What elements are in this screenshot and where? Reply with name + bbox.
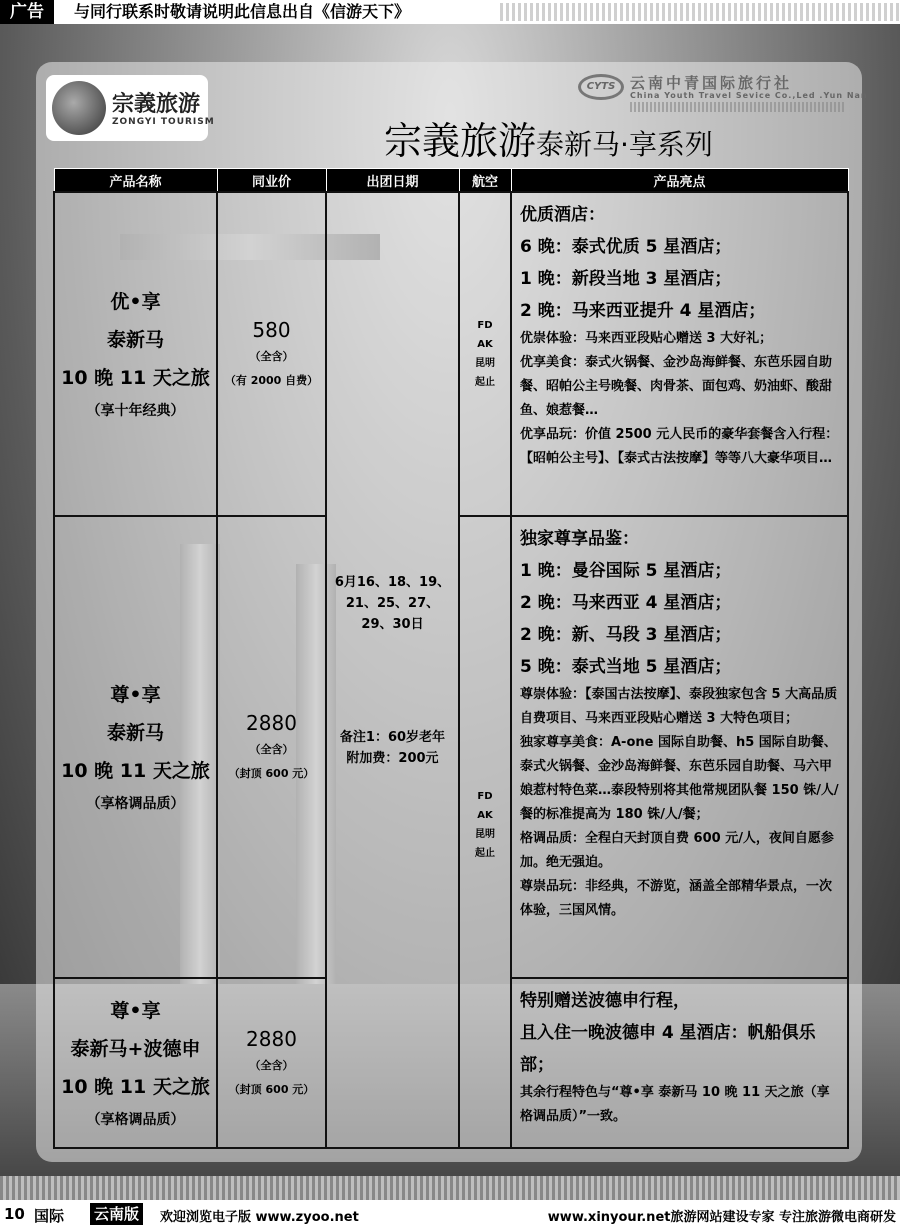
airline-cell [459,192,511,516]
highlight-line: 2 晚：新、马段 3 星酒店； [520,625,732,645]
product-tagline: （享格调品质） [86,796,185,812]
header-departure-date: 出团日期 [326,169,459,193]
highlight-line: 格调品质：全程白天封顶自费 600 元/人，夜间自愿参加。绝无强迫。 [520,831,834,870]
page-number: 10 [4,1205,25,1223]
airline-code: AK [477,810,493,821]
highlight-line: 优质酒店： [520,205,605,225]
header-price: 同业价 [217,169,326,193]
highlight-line: 优享品玩：价值 2500 元人民币的豪华套餐含入行程：【昭帕公主号】、【泰式古法按摩】等等八大豪华项目… [520,427,839,466]
highlight-line: 尊崇体验：【泰国古法按摩】、泰段独家包含 5 大高品质自费项目、马来西亚段贴心赠送 3 大特色项目； [520,687,838,726]
product-route: 泰新马+波德申 [70,1038,201,1060]
footer-website-link[interactable]: 欢迎浏览电子版 www.zyoo.net [160,1210,359,1225]
product-tier: 尊•享 [110,1000,161,1022]
airline-note: 起止 [475,377,495,388]
departure-dates: 6月16、18、19、21、25、27、29、30日 [334,574,451,632]
airline-code: FD [477,791,493,802]
highlight-line: 且入住一晚波德申 4 星酒店：帆船俱乐部； [520,1023,816,1075]
logo-chinese: 宗義旅游 [112,92,201,117]
highlight-line: 1 晚：新段当地 3 星酒店； [520,269,732,289]
product-tagline: （享十年经典） [86,403,185,419]
price-note: （有 2000 自费） [224,374,319,387]
product-tagline: （享格调品质） [86,1112,185,1128]
table-header-row [54,169,848,193]
price-inclusive: （全含） [249,350,294,363]
highlight-line: 特别赠送波德申行程， [520,991,690,1011]
price-value: 580 [252,318,291,342]
airline-city: 昆明 [475,829,495,840]
highlight-line: 尊崇品玩：非经典，不游览，涵盖全部精华景点，一次体验，三国风情。 [520,879,833,918]
product-table [53,168,849,1149]
airline-code: FD [477,320,493,331]
highlight-line: 其余行程特色与“尊•享 泰新马 10 晚 11 天之旅（享格调品质）”一致。 [520,1085,830,1124]
airline-cell [459,516,511,1148]
footer-sponsor-link[interactable]: www.xinyour.net旅游网站建设专家 专注旅游微电商研发 [547,1210,896,1225]
source-notice: 与同行联系时敬请说明此信息出自《信游天下》 [74,2,411,21]
price-inclusive: （全含） [249,743,294,756]
senior-surcharge-note: 备注1：60岁老年附加费：200元 [339,729,446,766]
product-route: 泰新马 [106,329,164,351]
agency-name: 云南中青国际旅行社 [630,74,793,92]
product-duration: 10 晚 11 天之旅 [61,367,210,389]
company-logo [46,75,215,141]
logo-english: ZONGYI TOURISM [112,117,215,127]
top-strip [0,0,900,24]
highlight-line: 6 晚：泰式优质 5 星酒店； [520,237,732,257]
product-route: 泰新马 [106,722,164,744]
price-inclusive: （全含） [249,1059,294,1072]
edition-badge: 云南版 [90,1203,143,1225]
product-name-cell [54,516,217,978]
departure-dates-cell [326,192,459,1148]
product-tier: 优•享 [110,291,161,313]
price-cell [217,516,326,978]
price-note: （封顶 600 元） [228,1083,315,1096]
footprint-logo-icon [52,81,106,135]
page-title [384,110,713,165]
price-cell [217,978,326,1148]
agency-english-name: China Youth Travel Sevice Co.,Led .Yun Nan [630,91,868,100]
decorative-stripes [500,3,900,21]
highlight-line: 2 晚：马来西亚提升 4 星酒店； [520,301,766,321]
ad-tag: 广告 [0,0,54,24]
highlight-line: 2 晚：马来西亚 4 星酒店； [520,593,732,613]
product-name-cell [54,192,217,516]
footer-bar [0,1200,900,1230]
highlights-cell [511,192,848,516]
highlights-cell [511,978,848,1148]
product-name-cell [54,978,217,1148]
title-series: 泰新马·享系列 [536,128,713,161]
table-row [54,192,848,516]
product-duration: 10 晚 11 天之旅 [61,760,210,782]
airline-code: AK [477,339,493,350]
title-brand: 宗義旅游 [384,119,537,163]
agency-mark-icon: CYTS [578,74,624,100]
airline-city: 昆明 [475,358,495,369]
highlight-line: 独家尊享品鉴： [520,529,639,549]
header-highlights: 产品亮点 [511,169,848,193]
price-value: 2880 [246,1027,297,1051]
section-label: 国际 [34,1207,65,1225]
decorative-stripes [0,1176,900,1200]
highlight-line: 独家尊享美食：A-one 国际自助餐、h5 国际自助餐、泰式火锅餐、金沙岛海鲜餐、东芭乐园自助餐、马六甲娘惹村特色菜…泰段特别将其他常规团队餐 150 铢/人/餐的标准提高为 180 铢/人/餐； [520,735,839,822]
highlight-line: 优崇体验：马来西亚段贴心赠送 3 大好礼； [520,331,773,346]
product-duration: 10 晚 11 天之旅 [61,1076,210,1098]
header-product-name: 产品名称 [54,169,217,193]
highlights-cell [511,516,848,978]
price-value: 2880 [246,711,297,735]
product-tier: 尊•享 [110,684,161,706]
highlight-line: 5 晚：泰式当地 5 星酒店； [520,657,732,677]
airline-note: 起止 [475,848,495,859]
highlight-line: 优享美食：泰式火锅餐、金沙岛海鲜餐、东芭乐园自助餐、昭帕公主号晚餐、肉骨茶、面包鸡、奶油虾、酸甜鱼、娘惹餐… [520,355,833,418]
price-note: （封顶 600 元） [228,767,315,780]
header-airline: 航空 [459,169,511,193]
price-cell [217,192,326,516]
highlight-line: 1 晚：曼谷国际 5 星酒店； [520,561,732,581]
